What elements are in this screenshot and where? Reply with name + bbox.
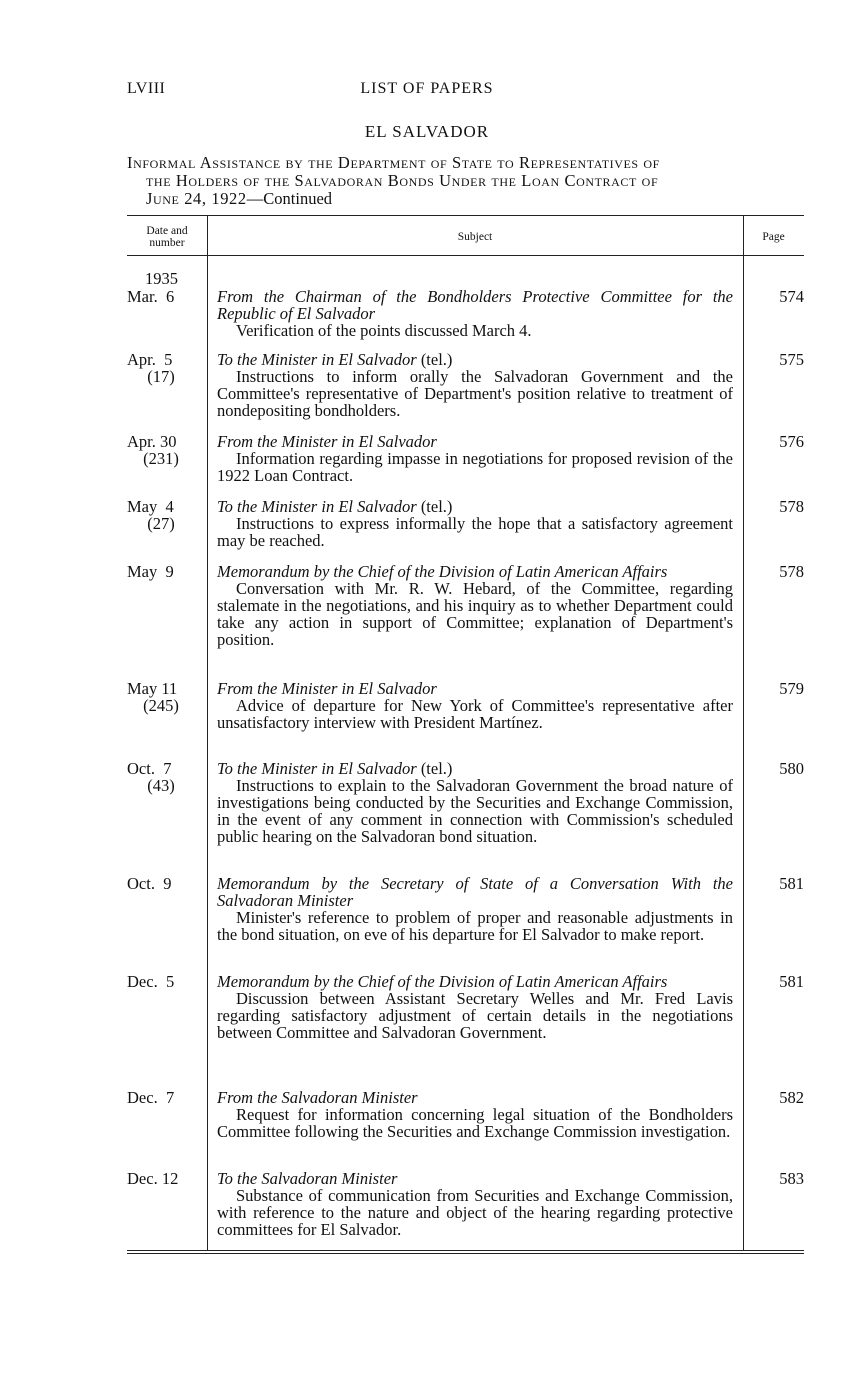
row-subject [217, 875, 733, 943]
row-subject-title [179, 973, 733, 990]
row-subject [217, 680, 733, 731]
country-heading: EL SALVADOR [364, 122, 490, 141]
row-date: Dec. 5 [127, 972, 175, 991]
section-heading-line-3 [127, 190, 807, 208]
row-number: (245) [143, 696, 179, 715]
row-subject-title-text: From the Minister in El Salvador [217, 432, 437, 451]
table-top-rule [127, 215, 804, 216]
row-subject [217, 498, 733, 549]
row-page [743, 433, 804, 450]
row-date: May 11 [127, 679, 178, 698]
row-subject [217, 433, 733, 484]
table-bottom-rule [127, 1250, 804, 1251]
row-subject-body: Discussion between Assistant Secretary Welles and Mr. Fred Lavis regarding satisfactory adjustment of certain details in the negotiations between Committee and Salvadoran Government. [217, 989, 733, 1042]
row-subject-title-text: To the Minister in El Salvador [217, 350, 417, 369]
row-subject-title [179, 433, 733, 450]
row-page-number: 574 [779, 287, 804, 306]
row-subject-title-text: Memorandum by the Chief of the Division of Latin American Affairs [217, 562, 668, 581]
row-page-number: 580 [779, 759, 804, 778]
row-number: (231) [143, 449, 179, 468]
row-subject-telegram-marker: (tel.) [416, 350, 453, 369]
row-subject-title-text: Memorandum by the Secretary of State of a Conversation With the Salvadoran Minister [217, 874, 733, 910]
row-subject-title-text: From the Chairman of the Bondholders Protective Committee for the Republic of El Salvador [217, 287, 733, 323]
row-date: Dec. 7 [127, 1088, 175, 1107]
row-subject-title [179, 680, 733, 697]
row-page-number: 583 [779, 1169, 804, 1188]
row-subject-body: Request for information concerning legal situation of the Bondholders Committee following the Securities and Exchange Commission investigation. [217, 1105, 733, 1141]
row-subject [217, 351, 733, 419]
row-page-number: 581 [779, 972, 804, 991]
row-subject-title-text: To the Salvadoran Minister [217, 1169, 398, 1188]
row-subject-title-text: From the Salvadoran Minister [217, 1088, 418, 1107]
section-heading-date: June 24, 1922 [146, 189, 247, 208]
row-page [743, 973, 804, 990]
header-number-label: number [149, 237, 185, 249]
section-heading-continued: —Continued [246, 189, 333, 208]
row-subject-body: Instructions to inform orally the Salvadoran Government and the Committee's representative of Department's position relative to treatment of nondepositing bondholders. [217, 367, 733, 420]
row-page-number: 579 [779, 679, 804, 698]
row-subject-title-text: Memorandum by the Chief of the Division of Latin American Affairs [217, 972, 668, 991]
row-subject [217, 1170, 733, 1238]
row-subject-body: Instructions to explain to the Salvadoran Government the broad nature of investigations being conducted by the Securities and Exchange Commission, in the event of any comment in connection with Commission's scheduled public hearing on the Salvadoran bond situation. [217, 776, 733, 846]
row-subject [217, 563, 733, 648]
row-date: Dec. 12 [127, 1169, 179, 1188]
row-subject-body: Conversation with Mr. R. W. Hebard, of the Committee, regarding stalemate in the negotiations, and his inquiry as to whether Department could take any action in support of Committee; explanation of Department's position. [217, 579, 733, 649]
row-subject-title [179, 351, 733, 368]
row-subject-body: Advice of departure for New York of Committee's representative after unsatisfactory interview with President Martínez. [217, 696, 733, 732]
row-date: Mar. 6 [127, 287, 175, 306]
section-heading-line-2: the Holders of the Salvadoran Bonds Under the Loan Contract of [146, 171, 659, 190]
row-page-number: 578 [779, 497, 804, 516]
table-header-rule [127, 255, 804, 256]
row-page [743, 288, 804, 305]
page-folio: LVIII [127, 80, 166, 97]
row-page [743, 351, 804, 368]
row-subject-body: Substance of communication from Securities and Exchange Commission, with reference to the nature and object of the hearing regarding protective committees for El Salvador. [217, 1186, 733, 1239]
row-page [743, 498, 804, 515]
row-subject-title-text: From the Minister in El Salvador [217, 679, 437, 698]
row-subject-body: Instructions to express informally the hope that a satisfactory agreement may be reached. [217, 514, 733, 550]
row-subject-title [179, 563, 733, 580]
row-subject-title [179, 498, 733, 515]
row-subject-title [179, 760, 733, 777]
header-subject: Subject [457, 231, 493, 243]
row-date: Oct. 9 [127, 874, 172, 893]
row-page [743, 563, 804, 580]
row-page-number: 582 [779, 1088, 804, 1107]
row-date: Apr. 5 [127, 350, 173, 369]
table-bottom-rule-double [127, 1253, 804, 1254]
row-subject-body: Information regarding impasse in negotiations for proposed revision of the 1922 Loan Contract. [217, 449, 733, 485]
row-date: May 9 [127, 562, 174, 581]
year-label: 1935 [145, 269, 178, 288]
row-subject [217, 760, 733, 845]
row-page [743, 1089, 804, 1106]
header-date-label: Date and [146, 225, 188, 237]
row-subject [217, 1089, 733, 1140]
row-page [743, 680, 804, 697]
row-page-number: 576 [779, 432, 804, 451]
row-subject-telegram-marker: (tel.) [416, 759, 453, 778]
row-subject-title [179, 1089, 733, 1106]
row-subject [217, 288, 733, 339]
row-subject-body: Verification of the points discussed March 4. [236, 321, 532, 340]
row-date: Oct. 7 [127, 759, 172, 778]
row-number: (17) [147, 367, 175, 386]
row-page-number: 575 [779, 350, 804, 369]
row-page [743, 875, 804, 892]
row-subject-title [179, 1170, 733, 1187]
section-heading-line-1: Informal Assistance by the Department of State to Representatives of [127, 153, 660, 172]
row-subject-telegram-marker: (tel.) [416, 497, 453, 516]
row-subject [217, 973, 733, 1041]
header-page: Page [762, 231, 785, 243]
section-heading [127, 154, 807, 208]
row-page [743, 1170, 804, 1187]
header-date-number [127, 225, 207, 249]
row-date: May 4 [127, 497, 174, 516]
row-page-number: 578 [779, 562, 804, 581]
row-subject-title-text: To the Minister in El Salvador [217, 759, 417, 778]
papers-table [127, 215, 804, 1255]
row-subject-title [179, 875, 733, 909]
row-subject-body: Minister's reference to problem of proper and reasonable adjustments in the bond situation, on eve of his departure for El Salvador to make report. [217, 908, 733, 944]
row-number: (43) [147, 776, 175, 795]
row-subject-title-text: To the Minister in El Salvador [217, 497, 417, 516]
row-page-number: 581 [779, 874, 804, 893]
row-number: (27) [147, 514, 175, 533]
row-page [743, 760, 804, 777]
row-date: Apr. 30 [127, 432, 177, 451]
row-subject-title [179, 288, 733, 322]
running-title: LIST OF PAPERS [360, 80, 494, 97]
